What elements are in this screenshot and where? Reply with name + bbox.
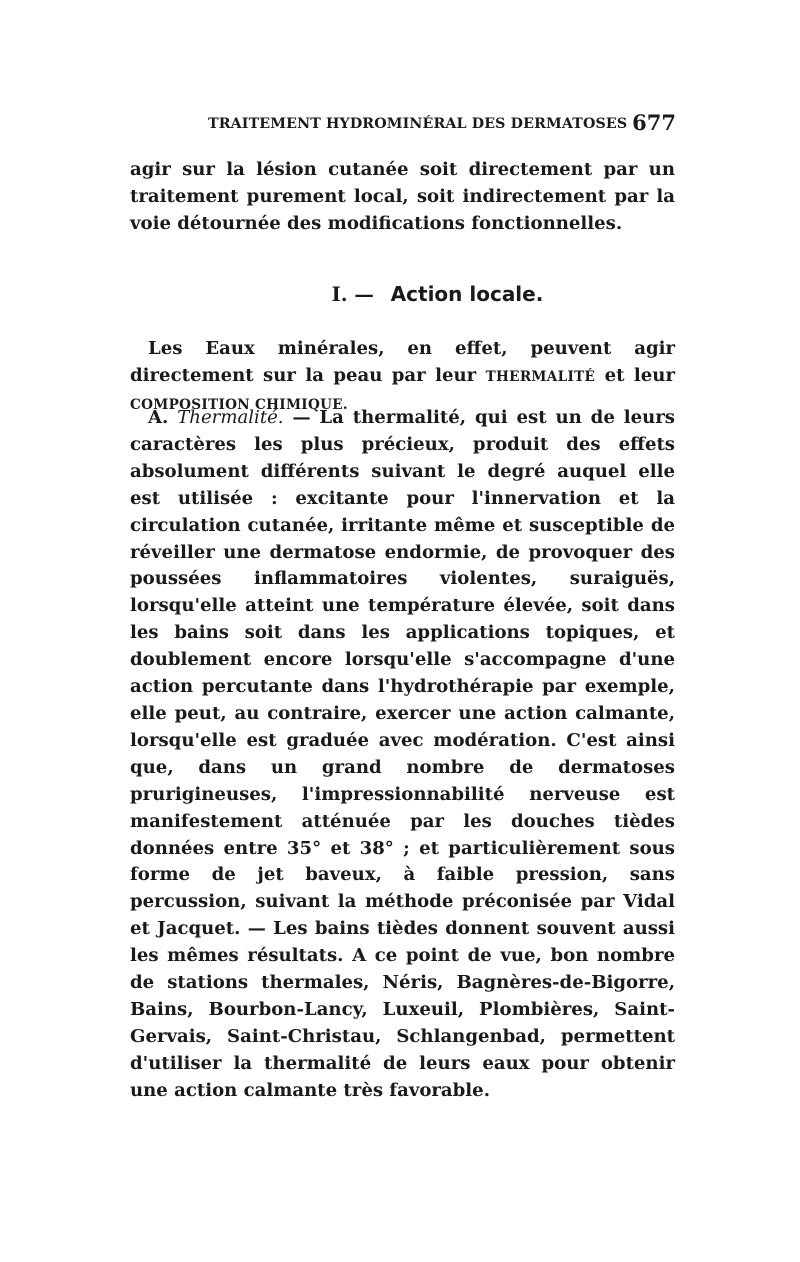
term-thermalite: THERMALITÉ [485,368,596,385]
paragraph1-connector: et leur [604,364,675,386]
page-number: 677 [632,110,676,135]
paragraph-thermalite [130,405,675,1105]
intro-text: agir sur la lésion cutanée soit directement par un traitement purement local, soit indirectement par la voie détournée des modifications fonctionnelles. [130,159,675,234]
term-composition-chimique: COMPOSITION CHIMIQUE. [130,396,348,413]
paragraph2-label: A. [148,407,169,428]
paragraph1-text: Les Eaux minérales, en effet, peuvent agir directement sur la peau par leur [130,338,675,386]
section-title: Action locale. [390,282,544,306]
running-header [208,110,676,142]
paragraph2-term: Thermalité. [177,407,284,428]
running-title: TRAITEMENT HYDROMINÉRAL DES DERMATOSES [208,116,628,132]
section-heading [130,282,675,306]
intro-paragraph [130,157,675,238]
section-numeral: I. — [331,283,374,306]
paragraph2-text: — La thermalité, qui est un de leurs caractères les plus précieux, produit des effets absolument différents suivant le degré auquel elle est utilisée : excitante pour l'innervation et la circulation cutanée, irritante même et susceptible de réveiller une dermatose endormie, de provoquer des poussées inflammatoires violentes, suraiguës, lorsqu'elle atteint une température élevée, soit dans les bains soit dans les applications topiques, et doublement encore lorsqu'elle s'accompagne d'une action percutante dans l'hydrothérapie par exemple, elle peut, au contraire, exercer une action calmante, lorsqu'elle est graduée avec modération. C'est ainsi que, dans un grand nombre de dermatoses prurigineuses, l'impressionnabilité nerveuse est manifestement atténuée par les douches tièdes données entre 35° et 38° ; et particulièrement sous forme de jet baveux, à faible pression, sans percussion, suivant la méthode préconisée par Vidal et Jacquet. — Les bains tièdes donnent souvent aussi les mêmes résultats. A ce point de vue, bon nombre de stations thermales, Néris, Bagnères-de-Bigorre, Bains, Bourbon-Lancy, Luxeuil, Plombières, Saint-Gervais, Saint-Christau, Schlangenbad, permettent d'utiliser la thermalité de leurs eaux pour obtenir une action calmante très favorable. [130,407,675,1101]
